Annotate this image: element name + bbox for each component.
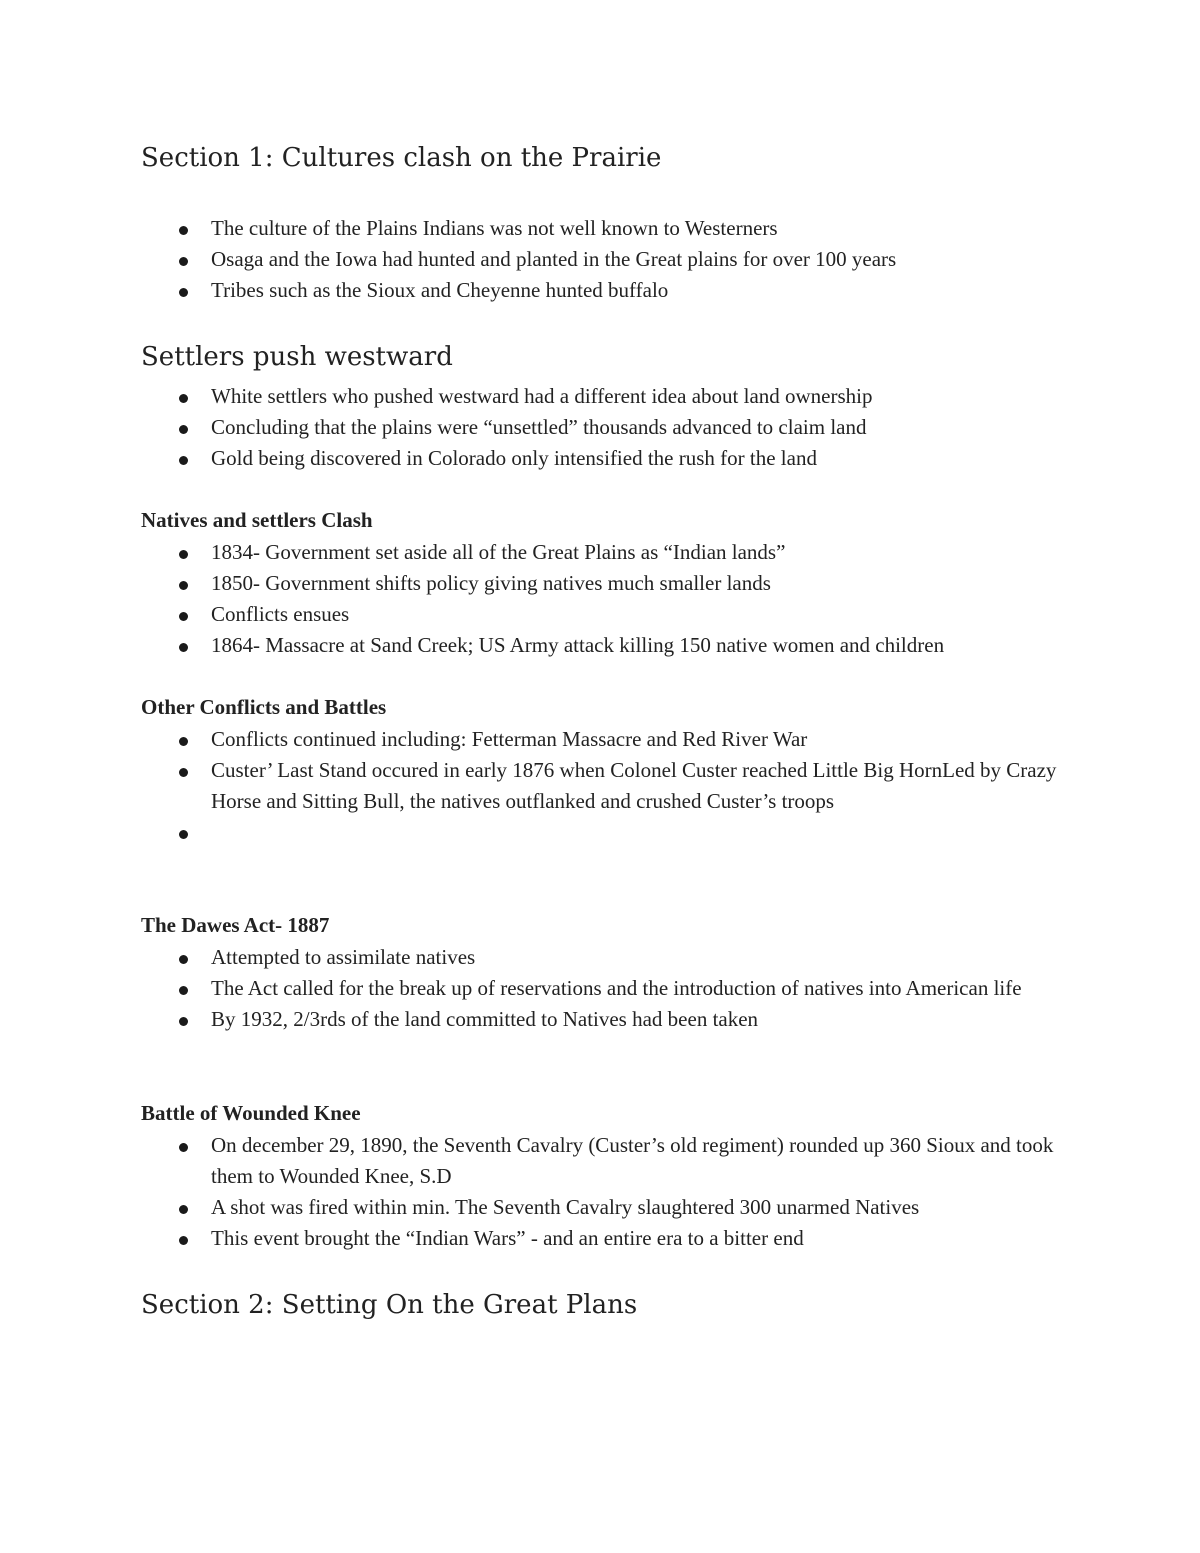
subheading-other-conflicts: Other Conflicts and Battles [141,695,387,719]
list-item: Custer’ Last Stand occured in early 1876 when Colonel Custer reached Little Big HornLed by Crazy Horse and Sitting Bull, the natives outflanked and crushed Custer’s troops [0,755,1060,817]
list-item: White settlers who pushed westward had a different idea about land ownership [0,381,1060,412]
list-item: Attempted to assimilate natives [0,942,1060,973]
bullet-icon [179,1205,188,1214]
bullet-icon [179,1017,188,1026]
bullet-list-2 [0,381,1060,474]
bullet-icon [179,257,188,266]
list-item [0,817,1060,848]
bullet-icon [179,425,188,434]
list-item: Gold being discovered in Colorado only intensified the rush for the land [0,443,1060,474]
bullet-icon [179,226,188,235]
bullet-icon [179,1236,188,1245]
list-item: This event brought the “Indian Wars” - and an entire era to a bitter end [0,1223,1060,1254]
bullet-icon [179,612,188,621]
bullet-list-1 [0,213,1060,306]
bullet-icon [179,1143,188,1152]
bullet-icon [179,986,188,995]
bullet-list-3 [0,537,1060,661]
bullet-icon [179,394,188,403]
list-item: Tribes such as the Sioux and Cheyenne hunted buffalo [0,275,1060,306]
section-heading-2: Settlers push westward [141,342,453,372]
bullet-icon [179,581,188,590]
bullet-list-5 [0,942,1060,1035]
subheading-natives-settlers-clash: Natives and settlers Clash [141,508,373,532]
bullet-icon [179,643,188,652]
list-item: Conflicts continued including: Fetterman Massacre and Red River War [0,724,1060,755]
list-item: On december 29, 1890, the Seventh Cavalry (Custer’s old regiment) rounded up 360 Sioux and took them to Wounded Knee, S.D [0,1130,1060,1192]
list-item: 1834- Government set aside all of the Great Plains as “Indian lands” [0,537,1060,568]
list-item: Conflicts ensues [0,599,1060,630]
subheading-wounded-knee: Battle of Wounded Knee [141,1101,361,1125]
list-item: The Act called for the break up of reservations and the introduction of natives into American life [0,973,1060,1004]
bullet-list-6 [0,1130,1060,1254]
list-item: Concluding that the plains were “unsettled” thousands advanced to claim land [0,412,1060,443]
bullet-list-4 [0,724,1060,848]
list-item: A shot was fired within min. The Seventh Cavalry slaughtered 300 unarmed Natives [0,1192,1060,1223]
list-item: 1850- Government shifts policy giving natives much smaller lands [0,568,1060,599]
bullet-icon [179,737,188,746]
list-item: The culture of the Plains Indians was not well known to Westerners [0,213,1060,244]
bullet-icon [179,288,188,297]
bullet-icon [179,550,188,559]
bullet-icon [179,830,188,839]
list-item: 1864- Massacre at Sand Creek; US Army attack killing 150 native women and children [0,630,1060,661]
bullet-icon [179,768,188,777]
section-heading-2-great-plans: Section 2: Setting On the Great Plans [141,1290,638,1320]
bullet-icon [179,456,188,465]
section-heading-1: Section 1: Cultures clash on the Prairie [141,143,662,173]
bullet-icon [179,955,188,964]
list-item: By 1932, 2/3rds of the land committed to Natives had been taken [0,1004,1060,1035]
list-item: Osaga and the Iowa had hunted and planted in the Great plains for over 100 years [0,244,1060,275]
subheading-dawes-act: The Dawes Act- 1887 [141,913,330,937]
